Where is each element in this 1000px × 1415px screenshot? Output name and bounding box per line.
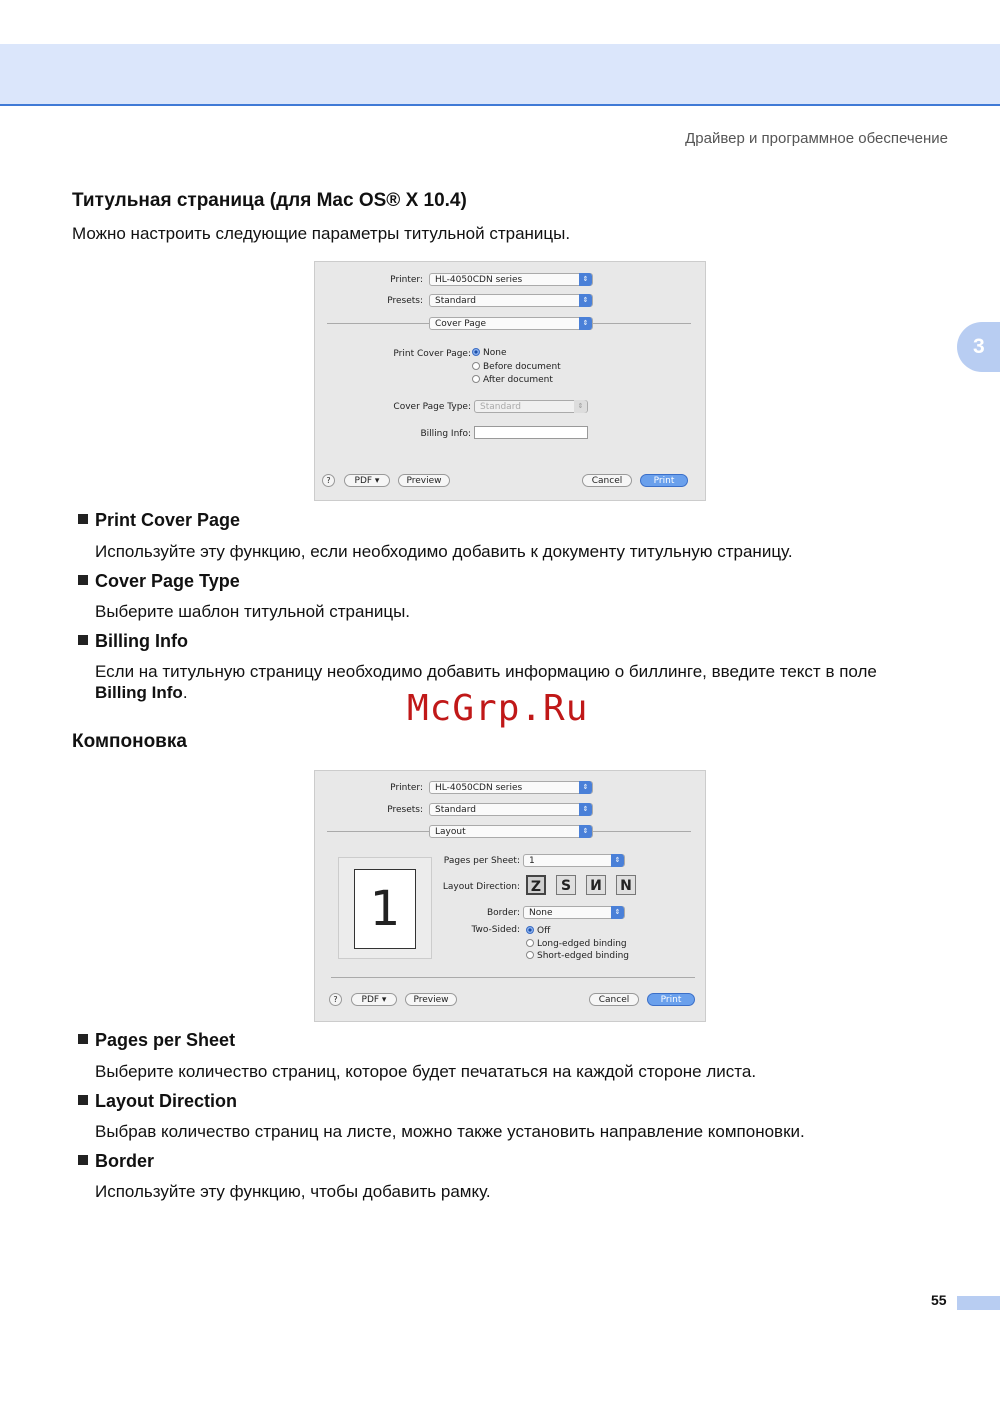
chapter-tab: 3 [957, 322, 1000, 372]
help-button[interactable]: ? [329, 993, 342, 1006]
pdf-button[interactable]: PDF ▾ [351, 993, 397, 1006]
radio-before-document[interactable]: Before document [472, 362, 561, 372]
chevron-updown-icon: ⇕ [579, 825, 592, 838]
pdf-button[interactable]: PDF ▾ [344, 474, 390, 487]
section-intro: Можно настроить следующие параметры титульной страницы. [72, 224, 571, 243]
radio-off[interactable]: Off [526, 926, 550, 936]
border-label: Border: [486, 908, 520, 918]
watermark: McGrp.Ru [407, 688, 589, 729]
radio-dot [526, 939, 534, 947]
presets-select[interactable]: Standard ⇕ [429, 803, 593, 816]
print-button[interactable]: Print [647, 993, 695, 1006]
item-desc: Выбрав количество страниц на листе, можно также установить направление компоновки. [95, 1122, 805, 1141]
pages-per-sheet-label: Pages per Sheet: [443, 856, 520, 866]
printer-select[interactable]: HL-4050CDN series ⇕ [429, 781, 593, 794]
preview-page: 1 [354, 869, 416, 949]
presets-label: Presets: [387, 805, 423, 815]
item-term: Billing Info [78, 631, 188, 652]
bullet-square-icon [78, 575, 88, 585]
preview-button[interactable]: Preview [405, 993, 457, 1006]
cover-type-label: Cover Page Type: [393, 402, 471, 412]
direction-s-icon[interactable]: S [556, 875, 576, 895]
radio-short-edged[interactable]: Short-edged binding [526, 951, 629, 961]
panel-select[interactable]: Cover Page ⇕ [429, 317, 593, 330]
radio-none[interactable]: None [472, 348, 506, 358]
item-term: Pages per Sheet [78, 1030, 235, 1051]
radio-dot [472, 362, 480, 370]
presets-select[interactable]: Standard ⇕ [429, 294, 593, 307]
page-number-bar [957, 1296, 1000, 1310]
chevron-updown-icon: ⇕ [579, 781, 592, 794]
layout-dialog [314, 770, 706, 1022]
running-head: Драйвер и программное обеспечение [685, 130, 948, 147]
item-desc: Используйте эту функцию, чтобы добавить рамку. [95, 1182, 491, 1201]
print-cover-label: Print Cover Page: [393, 349, 471, 359]
chevron-updown-icon: ⇕ [611, 854, 624, 867]
bullet-square-icon [78, 1095, 88, 1105]
chevron-updown-icon: ⇕ [579, 294, 592, 307]
print-button[interactable]: Print [640, 474, 688, 487]
direction-z-icon[interactable]: Z [526, 875, 546, 895]
page-number: 55 [931, 1292, 947, 1308]
pages-per-sheet-select[interactable]: 1 ⇕ [523, 854, 625, 867]
layout-direction-label: Layout Direction: [442, 882, 520, 892]
radio-dot [472, 375, 480, 383]
item-desc: Используйте эту функцию, если необходимо добавить к документу титульную страницу. [95, 542, 793, 561]
preview-button[interactable]: Preview [398, 474, 450, 487]
bullet-square-icon [78, 1155, 88, 1165]
layout-preview [338, 857, 432, 959]
radio-dot [526, 951, 534, 959]
radio-dot [472, 348, 480, 356]
item-desc: Выберите количество страниц, которое будет печататься на каждой стороне листа. [95, 1062, 757, 1081]
item-term: Border [78, 1151, 154, 1172]
panel-select[interactable]: Layout ⇕ [429, 825, 593, 838]
item-desc: Выберите шаблон титульной страницы. [95, 602, 411, 621]
chevron-updown-icon: ⇕ [579, 317, 592, 330]
chevron-updown-icon: ⇕ [574, 400, 587, 413]
direction-n-icon[interactable]: N [616, 875, 636, 895]
printer-label: Printer: [390, 275, 423, 285]
bullet-square-icon [78, 514, 88, 524]
radio-dot [526, 926, 534, 934]
bullet-square-icon [78, 635, 88, 645]
cancel-button[interactable]: Cancel [589, 993, 639, 1006]
header-band [0, 44, 1000, 106]
item-term: Cover Page Type [78, 571, 240, 592]
radio-after-document[interactable]: After document [472, 375, 553, 385]
divider [331, 977, 695, 978]
printer-label: Printer: [390, 783, 423, 793]
presets-label: Presets: [387, 296, 423, 306]
chevron-updown-icon: ⇕ [611, 906, 624, 919]
radio-long-edged[interactable]: Long-edged binding [526, 939, 627, 949]
two-sided-label: Two-Sided: [471, 925, 520, 935]
cover-page-dialog [314, 261, 706, 501]
bullet-square-icon [78, 1034, 88, 1044]
border-select[interactable]: None ⇕ [523, 906, 625, 919]
cancel-button[interactable]: Cancel [582, 474, 632, 487]
help-button[interactable]: ? [322, 474, 335, 487]
item-desc: Если на титульную страницу необходимо добавить информацию о биллинге, введите текст в поле Billing Info. [95, 662, 877, 702]
printer-select[interactable]: HL-4050CDN series ⇕ [429, 273, 593, 286]
section-title-layout: Компоновка [72, 731, 187, 752]
chevron-updown-icon: ⇕ [579, 273, 592, 286]
billing-label: Billing Info: [420, 429, 471, 439]
chevron-updown-icon: ⇕ [579, 803, 592, 816]
section-title-cover-page: Титульная страница (для Mac OS® X 10.4) [72, 190, 467, 211]
item-term: Layout Direction [78, 1091, 237, 1112]
billing-info-field[interactable] [474, 426, 588, 439]
direction-reverse-n-icon[interactable]: И [586, 875, 606, 895]
cover-type-select[interactable]: Standard ⇕ [474, 400, 588, 413]
item-term: Print Cover Page [78, 510, 240, 531]
